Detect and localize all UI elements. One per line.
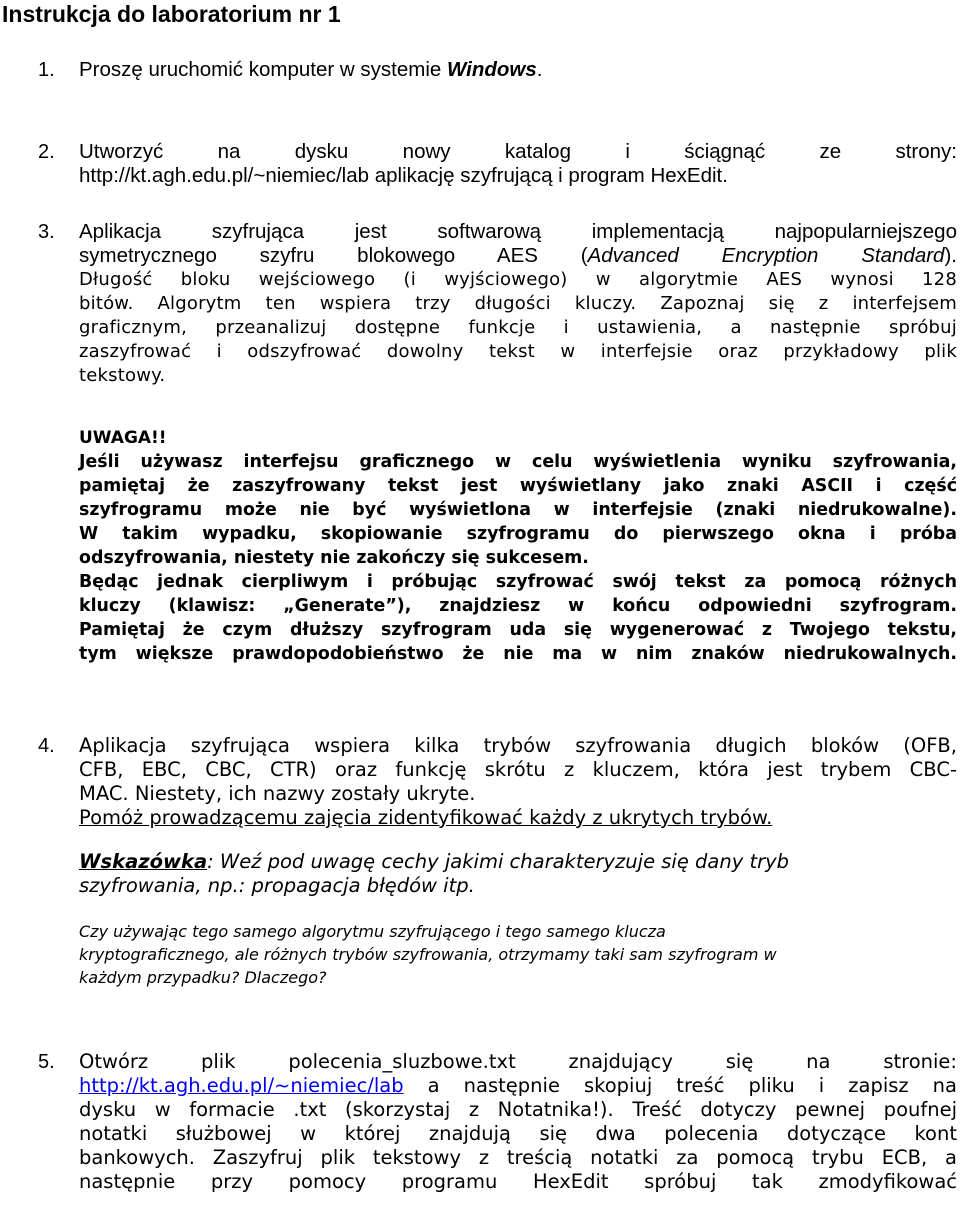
item-text-line: http://kt.agh.edu.pl/~niemiec/lab a następnie skopiuj treść pliku i zapisz na <box>79 1074 957 1097</box>
item-text-line: dysku w formacie .txt (skorzystaj z Notatnika!). Treść dotyczy pewnej poufnej <box>79 1098 957 1121</box>
hint-line: szyfrowania, np.: propagacja błędów itp. <box>79 874 475 897</box>
item-text-line: CFB, EBC, CBC, CTR) oraz funkcję skrótu z kluczem, która jest trybem CBC- <box>79 758 957 781</box>
list-number: 1. <box>38 59 55 81</box>
list-number: 5. <box>38 1051 55 1073</box>
warning-heading: UWAGA!! <box>79 428 167 448</box>
question-block <box>79 920 957 989</box>
warning-line: Jeśli używasz interfejsu graficznego w celu wyświetlenia wyniku szyfrowania, <box>79 452 957 472</box>
item-text-line: MAC. Niestety, ich nazwy zostały ukryte. <box>79 782 476 805</box>
warning-line: kluczy (klawisz: „Generate”), znajdziesz w końcu odpowiedni szyfrogram. <box>79 596 957 616</box>
item-text-line: Aplikacja szyfrująca jest softwarową implementacją najpopularniejszego <box>79 220 957 243</box>
hint-line: Wskazówka: Weź pod uwagę cechy jakimi charakteryzuje się dany tryb <box>79 850 790 873</box>
warning-line: pamiętaj że zaszyfrowany tekst jest wyświetlany jako znaki ASCII i część <box>79 476 957 496</box>
warning-line: Pamiętaj że czym dłuższy szyfrogram uda się wygenerować z Twojego tekstu, <box>79 620 957 640</box>
question-line: Czy używając tego samego algorytmu szyfrującego i tego samego klucza <box>79 922 666 941</box>
paragraph-line: tekstowy. <box>79 365 166 386</box>
item-text-line: Utworzyć na dysku nowy katalog i ściągnąć ze strony: <box>79 140 957 163</box>
task-text: Pomóż prowadzącemu zajęcia zidentyfikować każdy z ukrytych trybów. <box>79 806 773 829</box>
paragraph-line: bitów. Algorytm ten wspiera trzy długości kluczy. Zapoznaj się z interfejsem <box>79 293 957 314</box>
warning-block <box>79 426 957 666</box>
warning-line: odszyfrowania, niestety nie zakończy się sukcesem. <box>79 548 589 568</box>
item-text-line: notatki służbowej w której znajdują się dwa polecenia dotyczące kont <box>79 1122 957 1145</box>
warning-line: W takim wypadku, skopiowanie szyfrogramu do pierwszego okna i próba <box>79 524 957 544</box>
windows-emphasis: Windows <box>446 58 537 81</box>
hint-label: Wskazówka <box>79 850 208 873</box>
question-line: kryptograficznego, ale różnych trybów szyfrowania, otrzymamy taki sam szyfrogram w <box>79 945 777 964</box>
paragraph-line: zaszyfrować i odszyfrować dowolny tekst w interfejsie oraz przykładowy plik <box>79 341 957 362</box>
warning-line: Będąc jednak cierpliwym i próbując szyfrować swój tekst za pomocą różnych <box>79 572 957 592</box>
item-text-line: symetrycznego szyfru blokowego AES (Advanced Encryption Standard). <box>79 244 957 267</box>
description-paragraph <box>79 268 957 388</box>
item-text-line: bankowych. Zaszyfruj plik tekstowy z treścią notatki za pomocą trybu ECB, a <box>79 1146 957 1169</box>
page-title: Instrukcja do laboratorium nr 1 <box>2 1 341 27</box>
item-text-line: Aplikacja szyfrująca wspiera kilka trybów szyfrowania długich bloków (OFB, <box>79 734 957 757</box>
item-text: Proszę uruchomić komputer w systemie Windows. <box>79 58 543 81</box>
item-text-line: Otwórz plik polecenia_sluzbowe.txt znajdujący się na stronie: <box>79 1050 957 1073</box>
item-text-line: http://kt.agh.edu.pl/~niemiec/lab aplikację szyfrującą i program HexEdit. <box>79 164 728 187</box>
list-number: 4. <box>38 735 55 757</box>
paragraph-line: Długość bloku wejściowego (i wyjściowego) w algorytmie AES wynosi 128 <box>79 269 957 290</box>
list-number: 3. <box>38 221 55 243</box>
paragraph-line: graficznym, przeanalizuj dostępne funkcje i ustawienia, a następnie spróbuj <box>79 317 957 338</box>
list-number: 2. <box>38 141 55 163</box>
warning-line: tym większe prawdopodobieństwo że nie ma w nim znaków niedrukowalnych. <box>79 644 957 664</box>
warning-line: szyfrogramu może nie być wyświetlona w interfejsie (znaki niedrukowalne). <box>79 500 957 520</box>
item-text-line: następnie przy pomocy programu HexEdit spróbuj tak zmodyfikować <box>79 1170 957 1193</box>
question-line: każdym przypadku? Dlaczego? <box>79 968 327 987</box>
lab-link[interactable]: http://kt.agh.edu.pl/~niemiec/lab <box>79 1074 404 1097</box>
